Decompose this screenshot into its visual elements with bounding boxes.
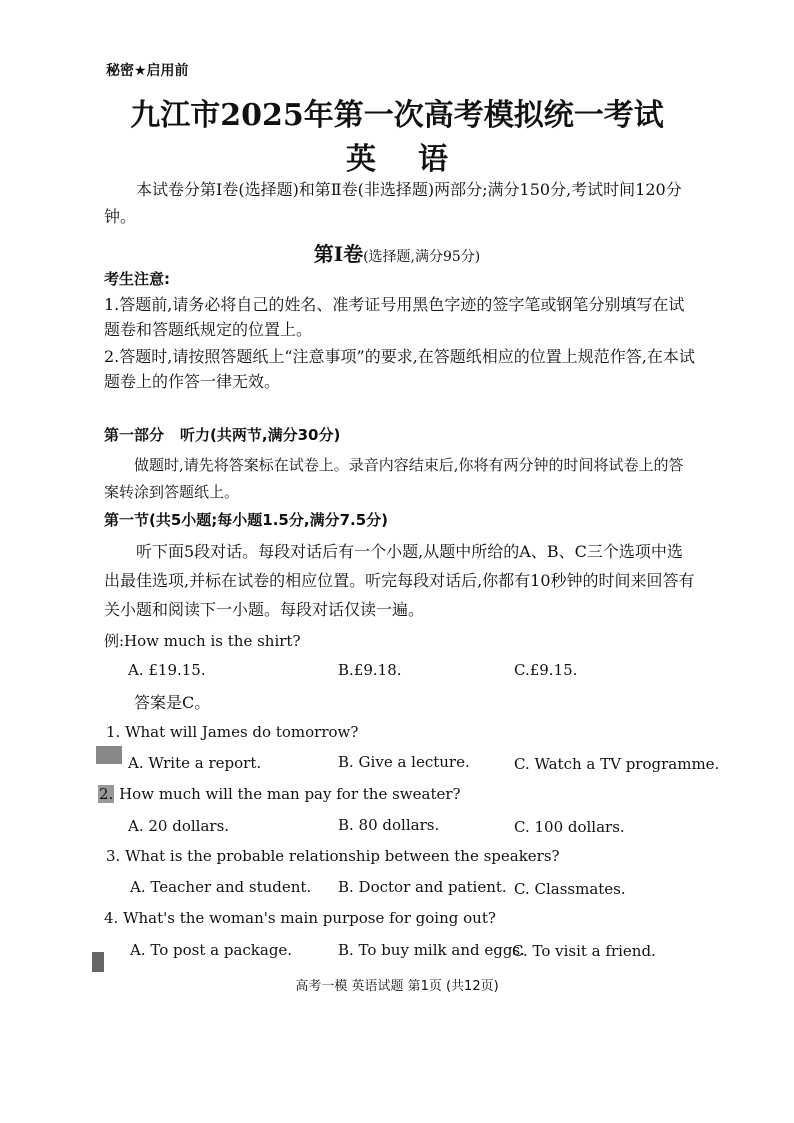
section1-description: 听下面5段对话。每段对话后有一个小题,从题中所给的A、B、C三个选项中选出最佳选项,并标在试卷的相应位置。听完每段对话后,你都有10秒钟的时间来回答有关小题和阅读下一小题。每段对话仅读一遍。 <box>104 542 695 619</box>
question-text: What will James do tomorrow? <box>125 723 359 741</box>
volume-sub: (选择题,满分95分) <box>363 249 481 265</box>
secret-label: 秘密★启用前 <box>106 63 189 79</box>
notice-item: 2.答题时,请按照答题纸上“注意事项”的要求,在答题纸相应的位置上规范作答,在本试题卷上的作答一律无效。 <box>104 347 695 391</box>
q2-option-b: B. 80 dollars. <box>338 816 440 834</box>
question-4 <box>104 909 496 927</box>
question-text: How much will the man pay for the sweater? <box>119 785 461 803</box>
q1-option-a: A. Write a report. <box>128 754 262 772</box>
question-1 <box>106 723 358 741</box>
subject-title: 英语 <box>346 142 490 177</box>
section1-heading: 第一节(共5小题;每小题1.5分,满分7.5分) <box>104 511 388 529</box>
page-footer: 高考一模 英语试题 第1页 (共12页) <box>295 979 499 994</box>
scan-mark <box>96 746 122 764</box>
q2-option-a: A. 20 dollars. <box>128 817 230 835</box>
question-number: 1. <box>106 723 121 741</box>
q3-option-c: C. Classmates. <box>514 880 626 898</box>
question-text: What is the probable relationship between the speakers? <box>125 847 560 865</box>
part1-heading <box>104 424 340 445</box>
q4-option-a: A. To post a package. <box>130 941 293 959</box>
example-question: 例:How much is the shirt? <box>104 632 301 650</box>
question-number: 2. <box>99 785 114 803</box>
volume-heading <box>0 238 794 267</box>
part1-label: 第一部分 <box>104 426 165 444</box>
q3-option-a: A. Teacher and student. <box>130 878 312 896</box>
q1-option-c: C. Watch a TV programme. <box>514 755 720 773</box>
notice-item: 1.答题前,请务必将自己的姓名、准考证号用黑色字迹的签字笔或钢笔分别填写在试题卷和答题纸规定的位置上。 <box>104 295 685 339</box>
exam-intro: 本试卷分第Ⅰ卷(选择题)和第Ⅱ卷(非选择题)两部分;满分150分,考试时间120分钟。 <box>104 180 682 226</box>
scan-mark <box>92 952 104 972</box>
question-text: What's the woman's main purpose for going out? <box>123 909 496 927</box>
q2-option-c: C. 100 dollars. <box>514 818 625 836</box>
part1-title: 听力(共两节,满分30分) <box>180 426 341 444</box>
q3-option-b: B. Doctor and patient. <box>338 878 507 896</box>
question-3 <box>106 847 560 865</box>
volume-main: 第Ⅰ卷 <box>313 242 364 266</box>
example-option-b: B.£9.18. <box>338 661 402 679</box>
q1-option-b: B. Give a lecture. <box>338 753 470 771</box>
part1-description: 做题时,请先将答案标在试卷上。录音内容结束后,你将有两分钟的时间将试卷上的答案转涂到答题纸上。 <box>104 456 684 501</box>
q4-option-b: B. To buy milk and eggs. <box>338 941 525 959</box>
question-number: 3. <box>106 847 121 865</box>
question-2 <box>98 785 461 803</box>
example-answer: 答案是C。 <box>134 693 211 712</box>
notice-heading: 考生注意: <box>104 270 170 288</box>
question-number: 4. <box>104 909 119 927</box>
q4-option-c: C. To visit a friend. <box>512 942 656 960</box>
example-option-c: C.£9.15. <box>514 661 578 679</box>
exam-title: 九江市2025年第一次高考模拟统一考试 <box>130 98 664 133</box>
example-option-a: A. £19.15. <box>128 661 206 679</box>
